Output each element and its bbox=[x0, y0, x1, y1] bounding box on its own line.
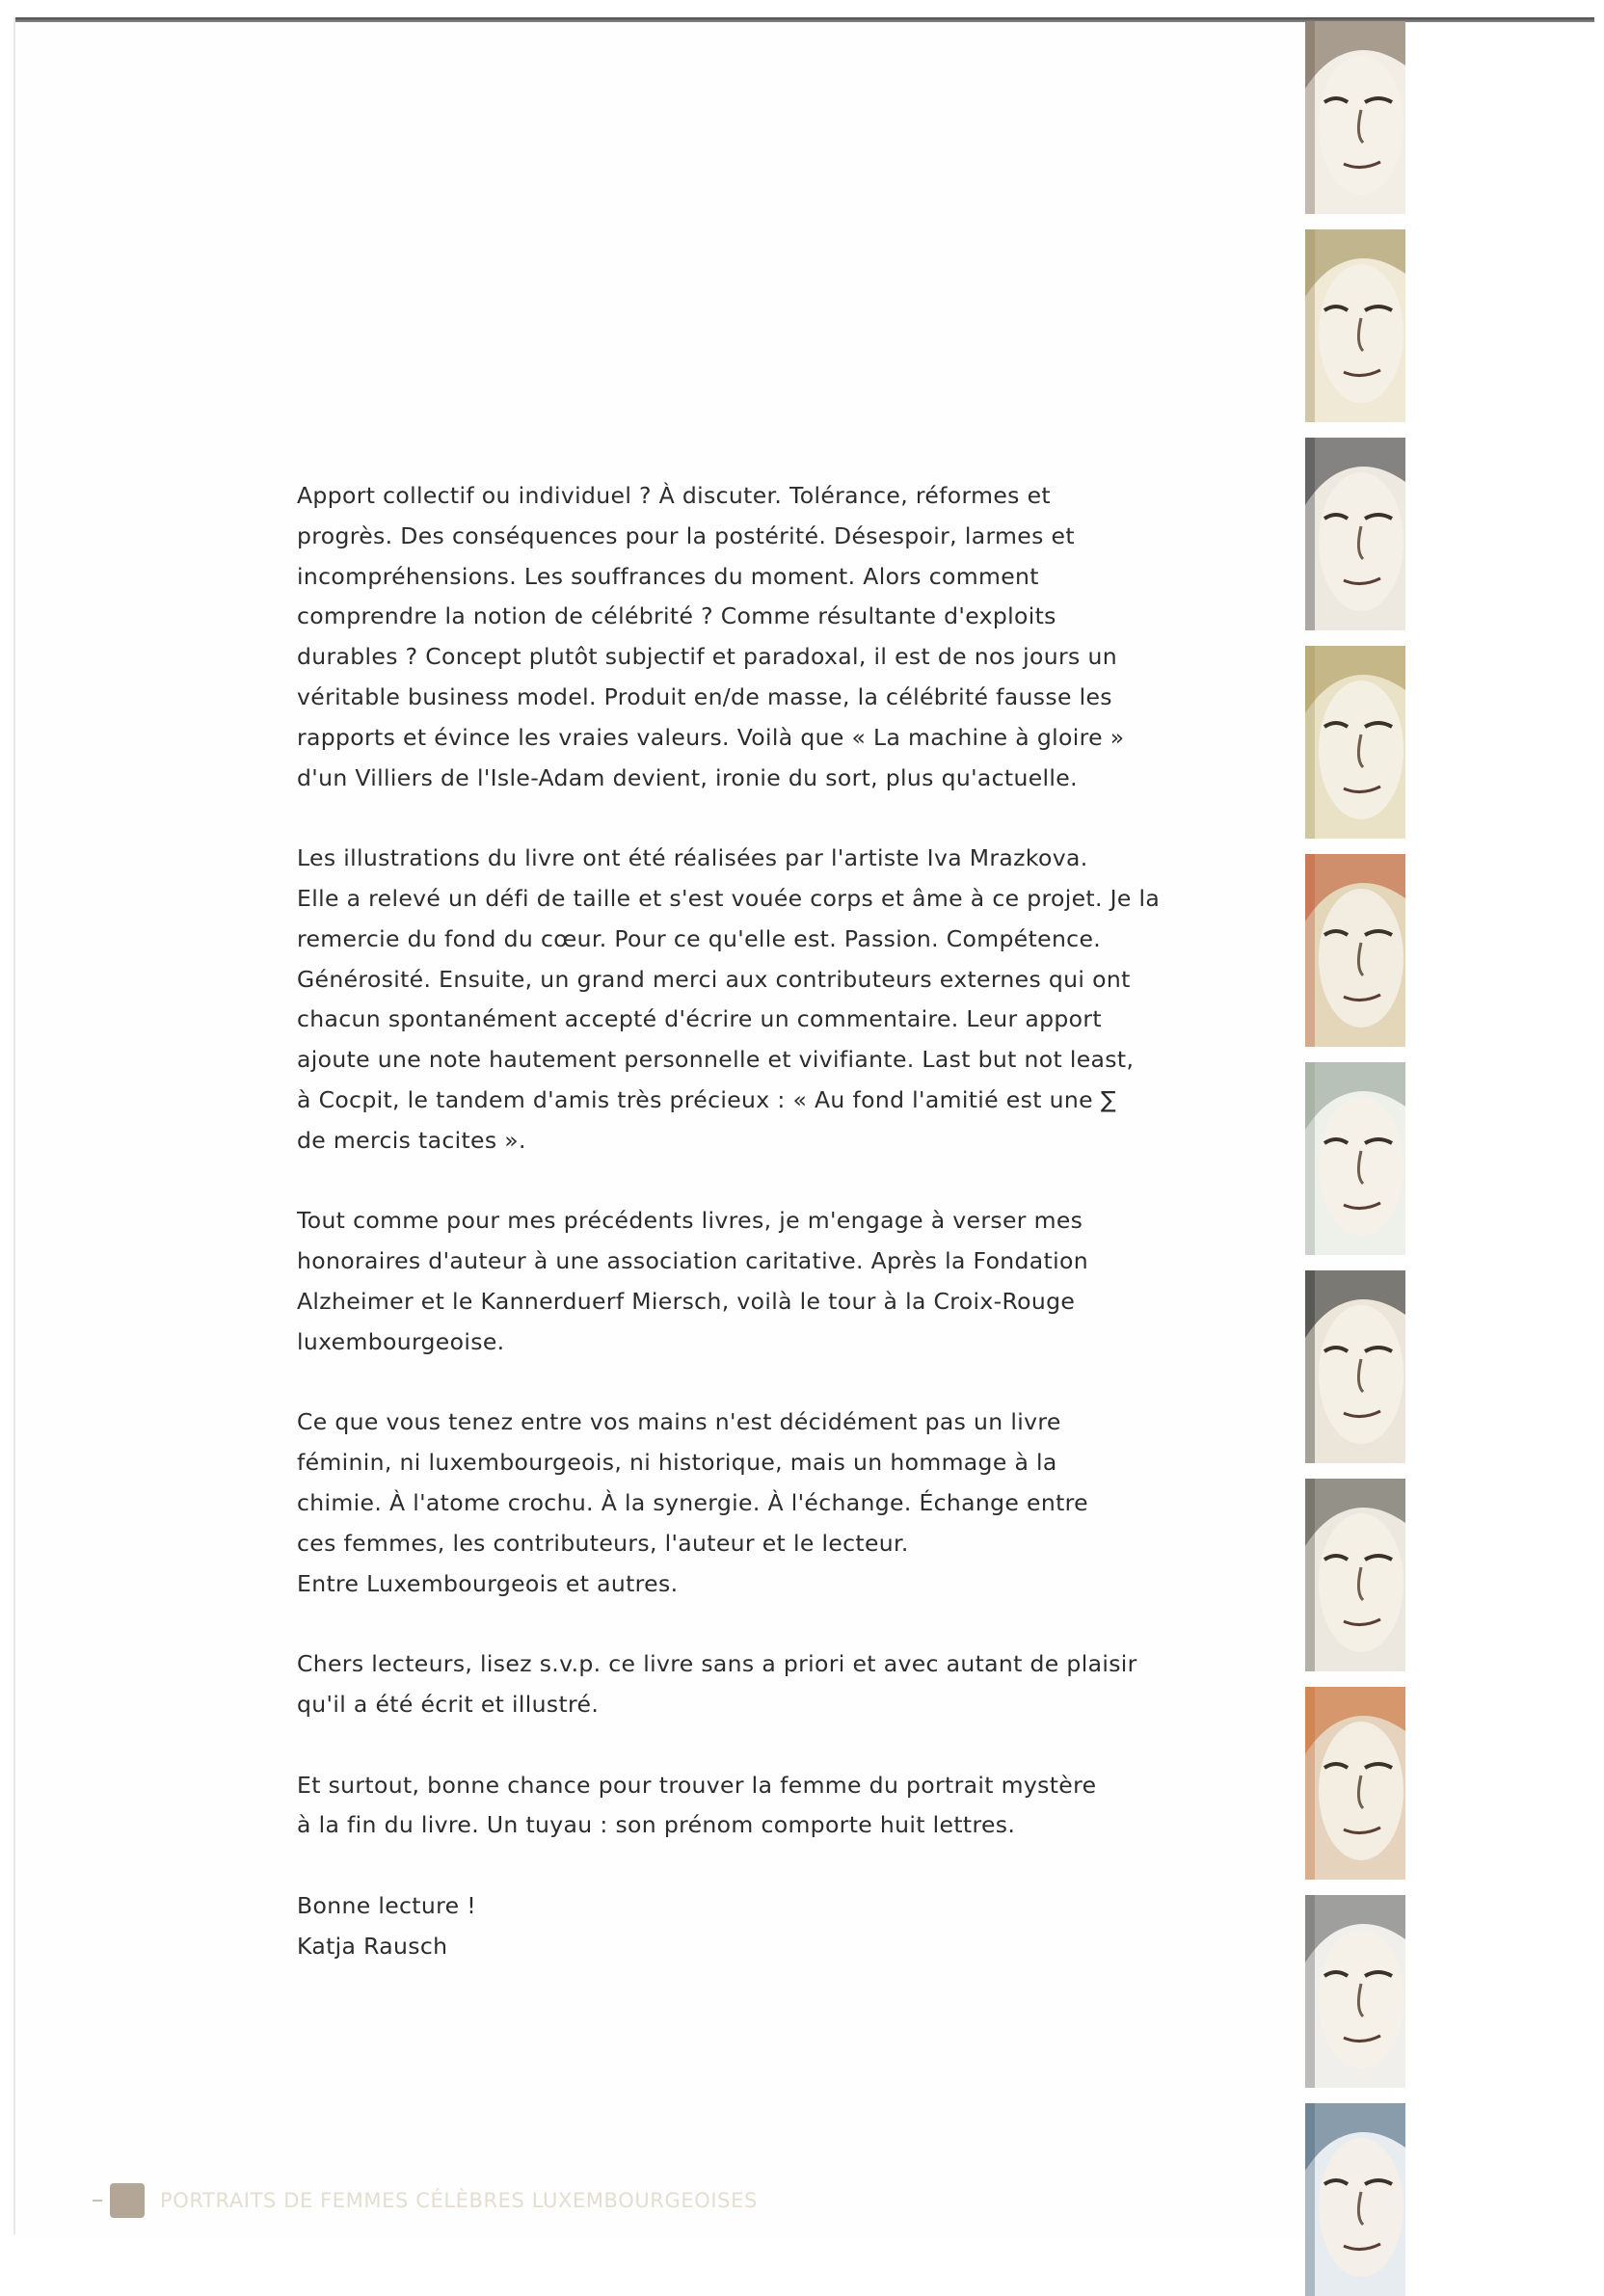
paragraph-5 bbox=[297, 1644, 1137, 1725]
text-line: rapports et évince les vraies valeurs. Voilà que « La machine à gloire » bbox=[297, 723, 1125, 751]
text-line: à Cocpit, le tandem d'amis très précieux : « Au fond l'amitié est une ∑ bbox=[297, 1085, 1116, 1113]
portrait-thumbnail bbox=[1305, 854, 1405, 1047]
portrait-thumbnail bbox=[1305, 438, 1405, 630]
body-text bbox=[297, 476, 1161, 1966]
portrait-thumbnail bbox=[1305, 229, 1405, 422]
text-line: véritable business model. Produit en/de masse, la célébrité fausse les bbox=[297, 682, 1112, 710]
running-title: PORTRAITS DE FEMMES CÉLÈBRES LUXEMBOURGEOISES bbox=[160, 2189, 758, 2212]
paragraph-1 bbox=[297, 476, 1125, 798]
text-line: Elle a relevé un défi de taille et s'est vouée corps et âme à ce projet. Je la bbox=[297, 884, 1161, 912]
text-line: comprendre la notion de célébrité ? Comme résultante d'exploits bbox=[297, 602, 1056, 630]
page-marker-square bbox=[110, 2183, 145, 2218]
paragraph-4 bbox=[297, 1402, 1088, 1604]
author-name: Katja Rausch bbox=[297, 1932, 448, 1960]
paragraph-3 bbox=[297, 1201, 1088, 1362]
text-line: durables ? Concept plutôt subjectif et paradoxal, il est de nos jours un bbox=[297, 643, 1117, 671]
portrait-thumbnail bbox=[1305, 21, 1405, 214]
portrait-thumbnail bbox=[1305, 1479, 1405, 1671]
paragraph-2 bbox=[297, 839, 1161, 1161]
text-line: Alzheimer et le Kannerduerf Miersch, voilà le tour à la Croix-Rouge bbox=[297, 1287, 1076, 1315]
portrait-thumbnail bbox=[1305, 646, 1405, 839]
text-line: ces femmes, les contributeurs, l'auteur et le lecteur. bbox=[297, 1529, 909, 1557]
text-line: Entre Luxembourgeois et autres. bbox=[297, 1569, 679, 1597]
paragraph-6 bbox=[297, 1766, 1097, 1847]
text-line: progrès. Des conséquences pour la postérité. Désespoir, larmes et bbox=[297, 521, 1075, 549]
text-line: Tout comme pour mes précédents livres, je m'engage à verser mes bbox=[297, 1207, 1083, 1235]
text-line: honoraires d'auteur à une association caritative. Après la Fondation bbox=[297, 1247, 1088, 1275]
text-line: à la fin du livre. Un tuyau : son prénom comporte huit lettres. bbox=[297, 1811, 1016, 1839]
text-line: luxembourgeoise. bbox=[297, 1327, 505, 1355]
text-line: Et surtout, bonne chance pour trouver la femme du portrait mystère bbox=[297, 1771, 1097, 1799]
portrait-strip bbox=[1305, 21, 1407, 2238]
text-line: Apport collectif ou individuel ? À discuter. Tolérance, réformes et bbox=[297, 482, 1051, 509]
text-line: de mercis tacites ». bbox=[297, 1126, 526, 1154]
portrait-thumbnail bbox=[1305, 1687, 1405, 1880]
portrait-thumbnail bbox=[1305, 1895, 1405, 2088]
text-line: qu'il a été écrit et illustré. bbox=[297, 1690, 600, 1718]
text-line: Générosité. Ensuite, un grand merci aux contributeurs externes qui ont bbox=[297, 965, 1131, 993]
closing-line: Bonne lecture ! bbox=[297, 1891, 476, 1919]
text-line: Ce que vous tenez entre vos mains n'est décidément pas un livre bbox=[297, 1408, 1061, 1436]
page-footer bbox=[93, 2182, 758, 2219]
portrait-thumbnail bbox=[1305, 1062, 1405, 1255]
text-line: Chers lecteurs, lisez s.v.p. ce livre sans a priori et avec autant de plaisir bbox=[297, 1650, 1137, 1678]
text-line: ajoute une note hautement personnelle et vivifiante. Last but not least, bbox=[297, 1046, 1135, 1074]
text-line: chacun spontanément accepté d'écrire un commentaire. Leur apport bbox=[297, 1005, 1102, 1033]
text-line: d'un Villiers de l'Isle-Adam devient, ironie du sort, plus qu'actuelle. bbox=[297, 763, 1078, 791]
text-line: remercie du fond du cœur. Pour ce qu'elle est. Passion. Compétence. bbox=[297, 924, 1102, 952]
footer-dash bbox=[93, 2200, 102, 2202]
signature-block bbox=[297, 1886, 1068, 1967]
text-line: féminin, ni luxembourgeois, ni historique, mais un hommage à la bbox=[297, 1449, 1057, 1477]
text-line: Les illustrations du livre ont été réalisées par l'artiste Iva Mrazkova. bbox=[297, 844, 1088, 872]
portrait-thumbnail bbox=[1305, 1270, 1405, 1463]
portrait-thumbnail bbox=[1305, 2103, 1405, 2296]
text-line: incompréhensions. Les souffrances du moment. Alors comment bbox=[297, 562, 1039, 590]
text-line: chimie. À l'atome crochu. À la synergie. À l'échange. Échange entre bbox=[297, 1488, 1088, 1516]
